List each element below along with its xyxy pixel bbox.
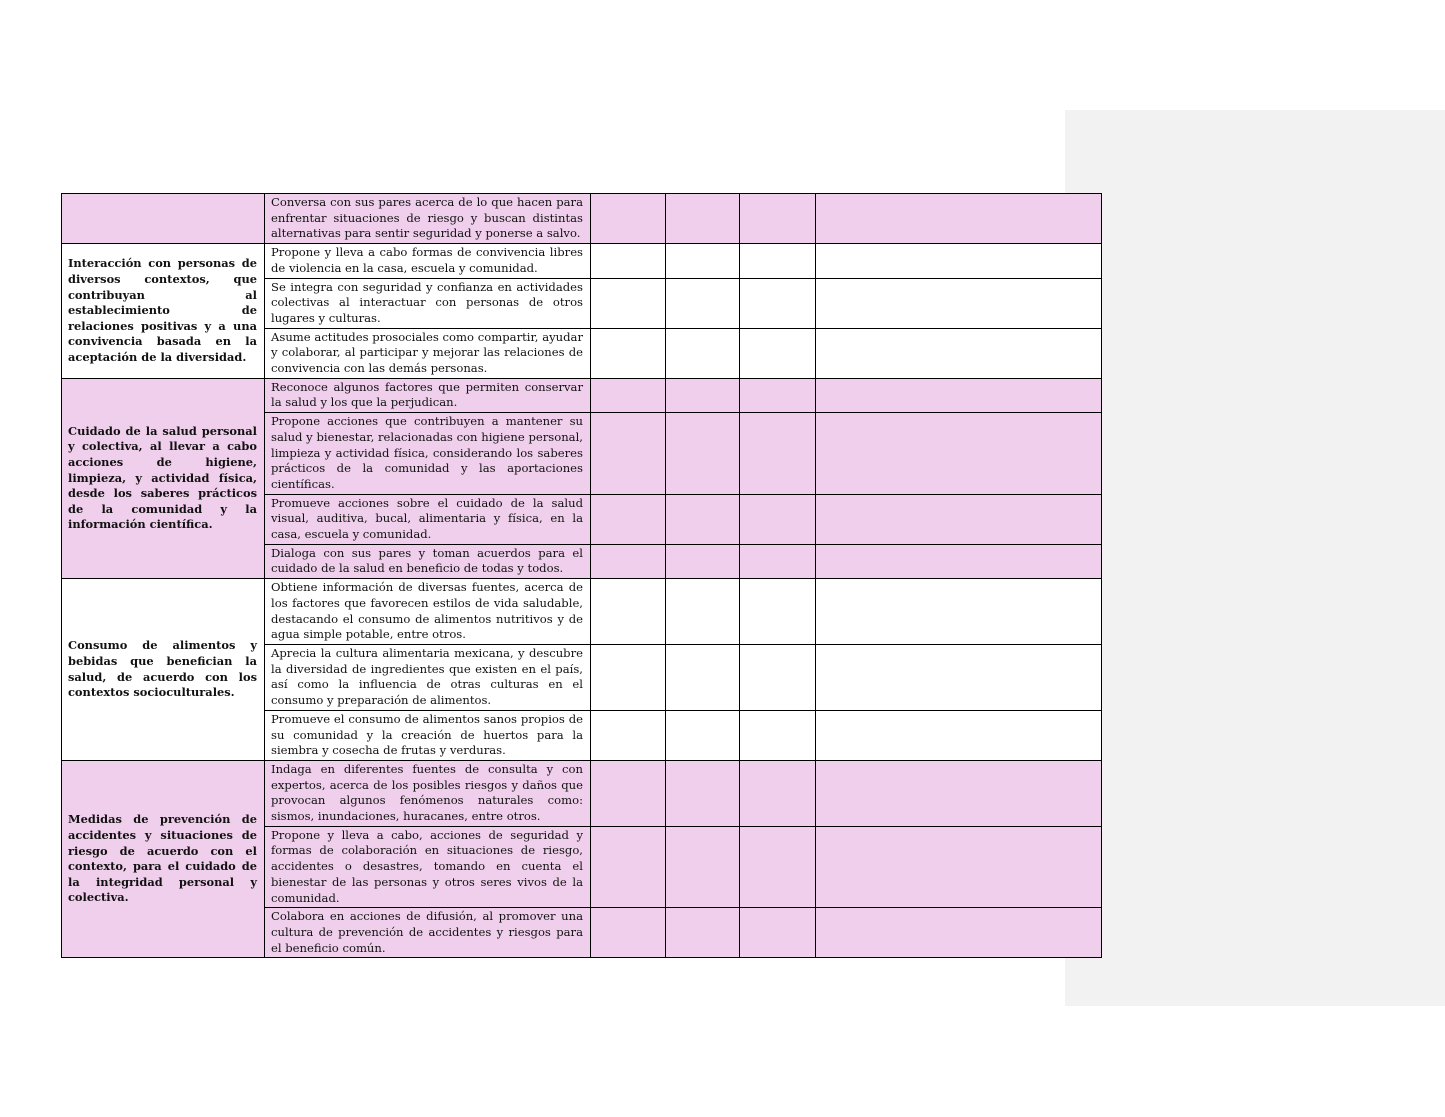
evaluation-cell[interactable] <box>740 494 816 544</box>
evaluation-cell[interactable] <box>666 328 740 378</box>
evaluation-cell[interactable] <box>591 278 666 328</box>
evaluation-cell[interactable] <box>666 244 740 278</box>
evaluation-cell[interactable] <box>740 328 816 378</box>
evaluation-cell[interactable] <box>740 378 816 412</box>
table-row <box>62 194 1102 244</box>
contenido-cell: Consumo de alimentos y bebidas que benefician la salud, de acuerdo con los contextos socioculturales. <box>62 579 265 761</box>
pda-cell: Promueve acciones sobre el cuidado de la salud visual, auditiva, bucal, alimentaria y física, en la casa, escuela y comunidad. <box>265 494 591 544</box>
evaluation-cell[interactable] <box>591 579 666 645</box>
evaluation-cell[interactable] <box>591 244 666 278</box>
observation-cell[interactable] <box>816 710 1102 760</box>
pda-cell: Promueve el consumo de alimentos sanos propios de su comunidad y la creación de huertos para la siembra y cosecha de frutas y verduras. <box>265 710 591 760</box>
observation-cell[interactable] <box>816 194 1102 244</box>
evaluation-cell[interactable] <box>740 710 816 760</box>
evaluation-cell[interactable] <box>591 710 666 760</box>
evaluation-cell[interactable] <box>740 908 816 958</box>
evaluation-cell[interactable] <box>591 194 666 244</box>
rubric-body <box>62 194 1102 958</box>
pda-cell: Colabora en acciones de difusión, al promover una cultura de prevención de accidentes y riesgos para el beneficio común. <box>265 908 591 958</box>
rubric-table <box>61 193 1102 958</box>
pda-cell: Propone acciones que contribuyen a mantener su salud y bienestar, relacionadas con higiene personal, limpieza y actividad física, considerando los saberes prácticos de la comunidad y las aportaciones científicas. <box>265 413 591 495</box>
evaluation-cell[interactable] <box>591 494 666 544</box>
evaluation-cell[interactable] <box>666 644 740 710</box>
evaluation-cell[interactable] <box>666 413 740 495</box>
evaluation-cell[interactable] <box>666 579 740 645</box>
evaluation-cell[interactable] <box>740 826 816 908</box>
contenido-cell: Medidas de prevención de accidentes y situaciones de riesgo de acuerdo con el contexto, para el cuidado de la integridad personal y colectiva. <box>62 760 265 957</box>
evaluation-cell[interactable] <box>591 544 666 578</box>
evaluation-cell[interactable] <box>740 760 816 826</box>
evaluation-cell[interactable] <box>591 378 666 412</box>
contenido-cell: Interacción con personas de diversos contextos, que contribuyan al establecimiento de relaciones positivas y a una convivencia basada en la aceptación de la diversidad. <box>62 244 265 379</box>
evaluation-cell[interactable] <box>666 544 740 578</box>
pda-cell: Obtiene información de diversas fuentes, acerca de los factores que favorecen estilos de vida saludable, destacando el consumo de alimentos nutritivos y de agua simple potable, entre otros. <box>265 579 591 645</box>
observation-cell[interactable] <box>816 244 1102 278</box>
table-row <box>62 579 1102 645</box>
pda-cell: Conversa con sus pares acerca de lo que hacen para enfrentar situaciones de riesgo y buscan distintas alternativas para sentir seguridad y ponerse a salvo. <box>265 194 591 244</box>
observation-cell[interactable] <box>816 579 1102 645</box>
pda-cell: Propone y lleva a cabo, acciones de seguridad y formas de colaboración en situaciones de riesgo, accidentes o desastres, tomando en cuenta el bienestar de las personas y otros seres vivos de la comunidad. <box>265 826 591 908</box>
observation-cell[interactable] <box>816 760 1102 826</box>
observation-cell[interactable] <box>816 908 1102 958</box>
evaluation-cell[interactable] <box>666 494 740 544</box>
evaluation-cell[interactable] <box>666 278 740 328</box>
table-row <box>62 378 1102 412</box>
observation-cell[interactable] <box>816 544 1102 578</box>
observation-cell[interactable] <box>816 378 1102 412</box>
evaluation-cell[interactable] <box>740 194 816 244</box>
pda-cell: Se integra con seguridad y confianza en actividades colectivas al interactuar con personas de otros lugares y culturas. <box>265 278 591 328</box>
evaluation-cell[interactable] <box>740 244 816 278</box>
evaluation-cell[interactable] <box>591 413 666 495</box>
evaluation-cell[interactable] <box>591 760 666 826</box>
pda-cell: Reconoce algunos factores que permiten conservar la salud y los que la perjudican. <box>265 378 591 412</box>
evaluation-cell[interactable] <box>740 644 816 710</box>
pda-cell: Asume actitudes prosociales como compartir, ayudar y colaborar, al participar y mejorar las relaciones de convivencia con las demás personas. <box>265 328 591 378</box>
evaluation-cell[interactable] <box>666 826 740 908</box>
evaluation-cell[interactable] <box>740 413 816 495</box>
evaluation-cell[interactable] <box>591 908 666 958</box>
pda-cell: Dialoga con sus pares y toman acuerdos para el cuidado de la salud en beneficio de todas y todos. <box>265 544 591 578</box>
observation-cell[interactable] <box>816 328 1102 378</box>
evaluation-cell[interactable] <box>666 710 740 760</box>
observation-cell[interactable] <box>816 644 1102 710</box>
table-row <box>62 760 1102 826</box>
contenido-cell <box>62 194 265 244</box>
evaluation-cell[interactable] <box>740 579 816 645</box>
evaluation-cell[interactable] <box>591 328 666 378</box>
pda-cell: Aprecia la cultura alimentaria mexicana, y descubre la diversidad de ingredientes que existen en el país, así como la influencia de otras culturas en el consumo y preparación de alimentos. <box>265 644 591 710</box>
evaluation-cell[interactable] <box>740 544 816 578</box>
evaluation-cell[interactable] <box>591 826 666 908</box>
pda-cell: Propone y lleva a cabo formas de convivencia libres de violencia en la casa, escuela y comunidad. <box>265 244 591 278</box>
evaluation-cell[interactable] <box>666 194 740 244</box>
pda-cell: Indaga en diferentes fuentes de consulta y con expertos, acerca de los posibles riesgos y daños que provocan algunos fenómenos naturales como: sismos, inundaciones, huracanes, entre otros. <box>265 760 591 826</box>
evaluation-cell[interactable] <box>591 644 666 710</box>
comment-margin <box>1065 110 1445 1006</box>
contenido-cell: Cuidado de la salud personal y colectiva, al llevar a cabo acciones de higiene, limpieza, y actividad física, desde los saberes prácticos de la comunidad y la información científica. <box>62 378 265 578</box>
evaluation-cell[interactable] <box>740 278 816 328</box>
observation-cell[interactable] <box>816 826 1102 908</box>
evaluation-cell[interactable] <box>666 760 740 826</box>
observation-cell[interactable] <box>816 494 1102 544</box>
table-row <box>62 244 1102 278</box>
observation-cell[interactable] <box>816 413 1102 495</box>
evaluation-cell[interactable] <box>666 378 740 412</box>
observation-cell[interactable] <box>816 278 1102 328</box>
evaluation-cell[interactable] <box>666 908 740 958</box>
